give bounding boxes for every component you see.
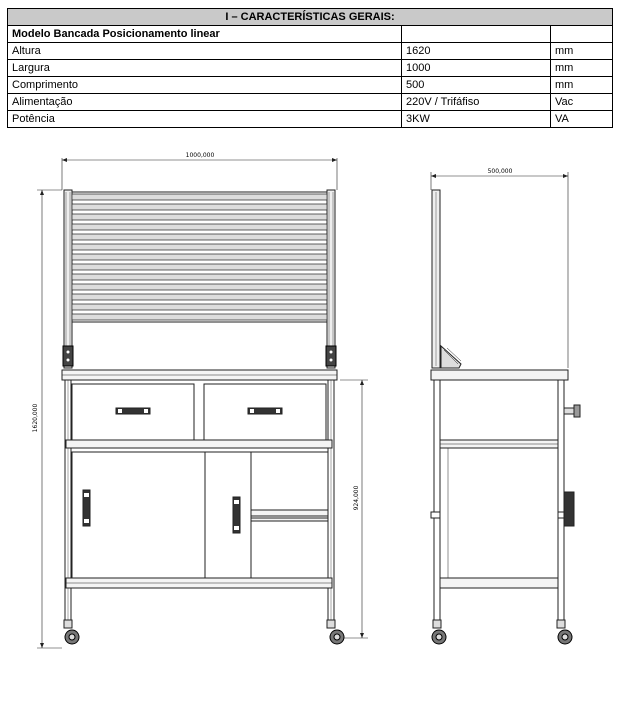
spec-unit: mm bbox=[551, 77, 613, 94]
spec-row bbox=[8, 111, 613, 128]
model-label: Modelo Bancada Posicionamento linear bbox=[8, 26, 402, 43]
spec-value: 500 bbox=[402, 77, 551, 94]
model-unit-cell bbox=[551, 26, 613, 43]
spec-row bbox=[8, 77, 613, 94]
spec-unit: mm bbox=[551, 60, 613, 77]
spec-table bbox=[7, 8, 613, 128]
front-view bbox=[32, 152, 368, 648]
spec-title: I – CARACTERÍSTICAS GERAIS: bbox=[8, 9, 613, 26]
dim-depth-label: 500,000 bbox=[487, 168, 513, 175]
spec-value: 1620 bbox=[402, 43, 551, 60]
model-value-cell bbox=[402, 26, 551, 43]
dim-width-label: 1000,000 bbox=[185, 152, 215, 159]
spec-row bbox=[8, 94, 613, 111]
spec-name: Comprimento bbox=[8, 77, 402, 94]
side-view bbox=[431, 168, 580, 644]
spec-unit: mm bbox=[551, 43, 613, 60]
dim-height-label: 1620,000 bbox=[32, 403, 39, 433]
spec-value: 220V / Trifáfiso bbox=[402, 94, 551, 111]
dim-table-height-label: 924,000 bbox=[353, 485, 360, 511]
spec-row bbox=[8, 60, 613, 77]
spec-unit: VA bbox=[551, 111, 613, 128]
spec-unit: Vac bbox=[551, 94, 613, 111]
spec-name: Alimentação bbox=[8, 94, 402, 111]
spec-title-row bbox=[8, 9, 613, 26]
spec-value: 3KW bbox=[402, 111, 551, 128]
spec-name: Altura bbox=[8, 43, 402, 60]
spec-value: 1000 bbox=[402, 60, 551, 77]
spec-row bbox=[8, 43, 613, 60]
spec-model-row bbox=[8, 26, 613, 43]
technical-drawing bbox=[0, 140, 624, 660]
spec-name: Largura bbox=[8, 60, 402, 77]
spec-name: Potência bbox=[8, 111, 402, 128]
